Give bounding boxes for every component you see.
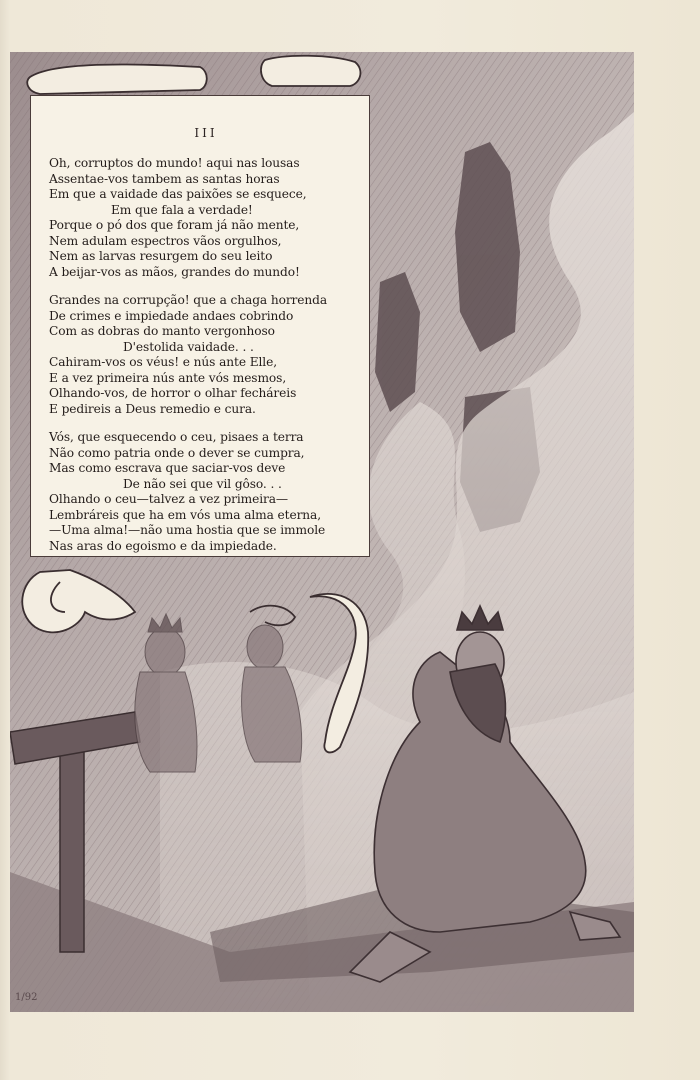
verse-line: —Uma alma!—não uma hostia que se immole: [49, 523, 326, 537]
poem-text: [49, 126, 363, 567]
verse-line: E pedireis a Deus remedio e cura.: [49, 401, 256, 416]
verse-line: Cahiram-vos os véus! e nús ante Elle,: [49, 355, 277, 369]
verse-line: Mas como escrava que saciar-vos deve: [49, 461, 286, 475]
verse-line: Nas aras do egoismo e da impiedade.: [49, 538, 277, 553]
verse-line: Lembráreis que ha em vós uma alma eterna,: [49, 507, 321, 522]
verse-line: Não como patria onde o dever se cumpra,: [49, 445, 305, 460]
verse-line: De não sei que vil gôso. . .: [123, 476, 282, 491]
poem-panel: [30, 95, 370, 557]
verse-line: Com as dobras do manto vergonhoso: [49, 324, 275, 338]
verse-line: Nem adulam espectros vãos orgulhos,: [49, 233, 282, 248]
verse-line: Oh, corruptos do mundo! aqui nas lousas: [49, 156, 300, 170]
verse-line: Vós, que esquecendo o ceu, pisaes a terra: [49, 430, 304, 444]
verse-line: Porque o pó dos que foram já não mente,: [49, 218, 300, 232]
artist-signature: 1/92: [15, 992, 38, 1003]
verse-line: Grandes na corrupção! que a chaga horrenda: [49, 293, 328, 307]
verse-line: Olhando-vos, de horror o olhar fecháreis: [49, 386, 297, 400]
verse-line: E a vez primeira nús ante vós mesmos,: [49, 370, 287, 385]
verse-line: Assentae-vos tambem as santas horas: [49, 171, 280, 186]
stanza: [49, 293, 363, 417]
stanza: [49, 430, 363, 554]
stanza: [49, 156, 363, 280]
section-number: III: [194, 126, 218, 140]
verse-line: A beijar-vos as mãos, grandes do mundo!: [49, 264, 300, 279]
verse-line: Olhando o ceu—talvez a vez primeira—: [49, 492, 289, 506]
verse-line: Nem as larvas resurgem do seu leito: [49, 249, 273, 263]
stanzas: [49, 156, 363, 554]
verse-line: Em que a vaidade das paixões se esquece,: [49, 187, 307, 201]
verse-line: D'estolida vaidade. . .: [123, 339, 254, 354]
verse-line: De crimes e impiedade andaes cobrindo: [49, 308, 294, 323]
verse-line: Em que fala a verdade!: [111, 202, 253, 217]
